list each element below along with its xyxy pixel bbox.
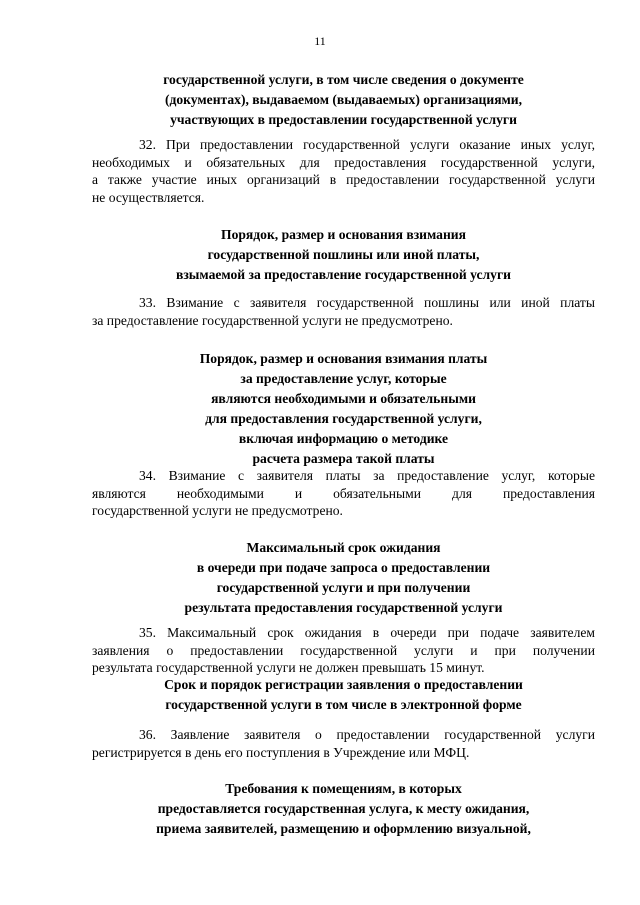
section-heading-registration: Срок и порядок регистрации заявления о предоставлении государственной услуги в том числе в электронной форме <box>164 677 523 712</box>
section-heading-max-wait: Максимальный срок ожидания в очереди при подаче запроса о предоставлении государственной услуги и при получении результата предоставления государственной услуги <box>184 540 503 615</box>
paragraph-32: 32. При предоставлении государственной услуги оказание иных услуг, необходимых и обязательных для предоставления государственной услуги, а также участие иных организаций в предоставлении государственной услуги не осуществляется. <box>92 137 595 205</box>
section-heading-premises-requirements: Требования к помещениям, в которых предоставляется государственная услуга, к месту ожидания, приема заявителей, размещению и оформлению визуальной, <box>156 781 531 836</box>
paragraph-35: 35. Максимальный срок ожидания в очереди при подаче заявителем заявления о предоставлении государственной услуги и при получении результата государственной услуги не должен превышать 15 минут. <box>92 625 595 676</box>
section-heading-results: государственной услуги, в том числе сведения о документе (документах), выдаваемом (выдаваемых) организациями, участвующих в предоставлении государственной услуги <box>163 72 524 127</box>
paragraph-36: 36. Заявление заявителя о предоставлении государственной услуги регистрируется в день его поступления в Учреждение или МФЦ. <box>92 727 595 760</box>
page-number: 11 <box>314 34 326 48</box>
section-heading-required-services-fee: Порядок, размер и основания взимания платы за предоставление услуг, которые являются необходимыми и обязательными для предоставления государственной услуги, включая информацию о методике расчета размера такой платы <box>199 351 488 466</box>
section-heading-state-fee: Порядок, размер и основания взимания государственной пошлины или иной платы, взымаемой за предоставление государственной услуги <box>176 227 511 282</box>
paragraph-33: 33. Взимание с заявителя государственной пошлины или иной платы за предоставление государственной услуги не предусмотрено. <box>92 295 595 328</box>
paragraph-34: 34. Взимание с заявителя платы за предоставление услуг, которые являются необходимыми и обязательными для предоставления государственной услуги не предусмотрено. <box>92 468 595 519</box>
